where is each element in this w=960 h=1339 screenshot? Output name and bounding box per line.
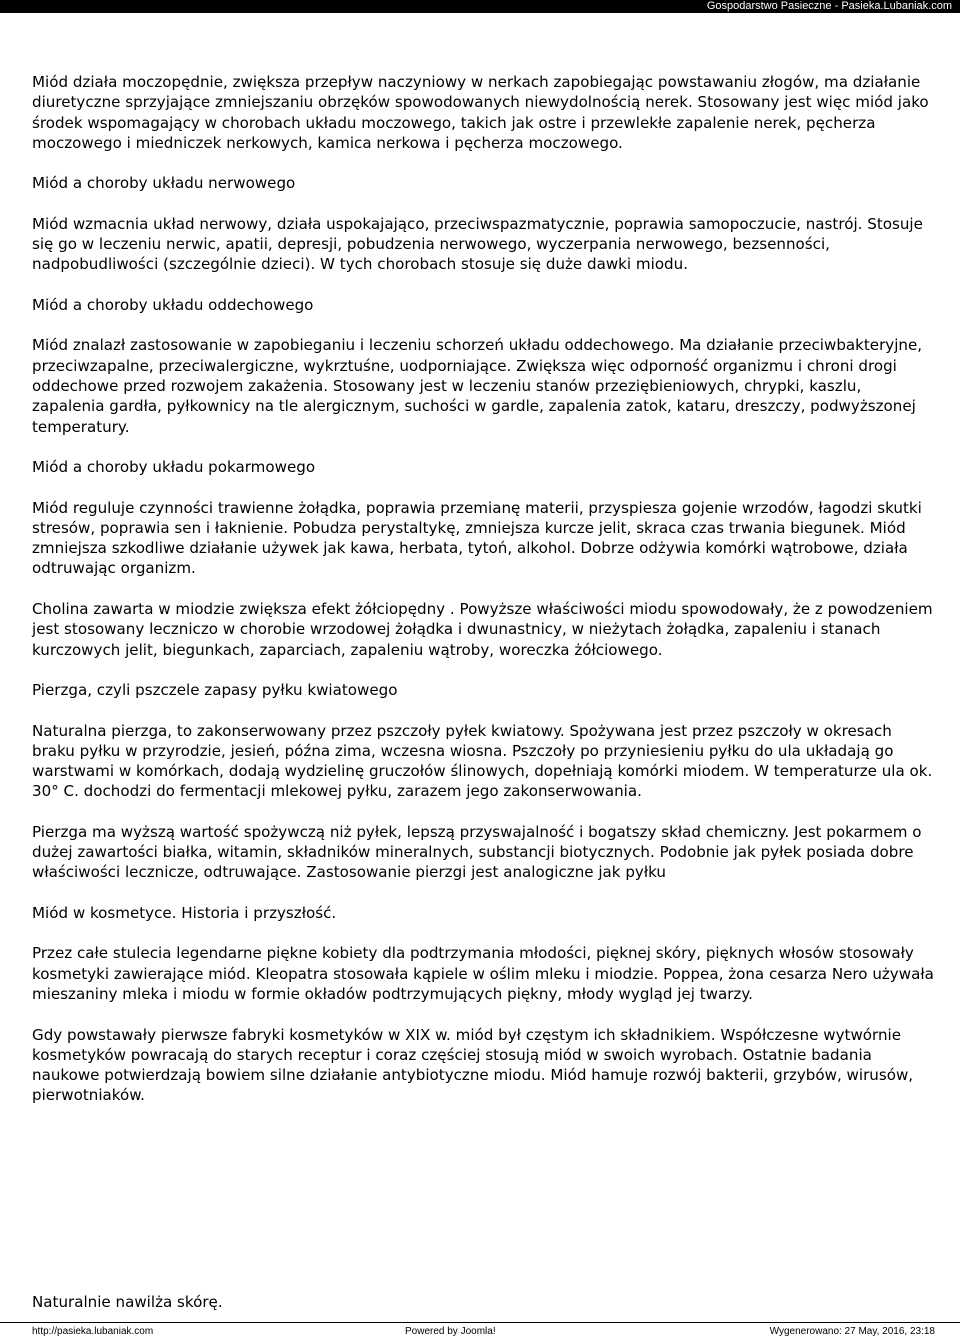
footer-url-link[interactable]: http://pasieka.lubaniak.com	[32, 1326, 154, 1337]
section-heading: Miód a choroby układu oddechowego	[32, 295, 314, 314]
final-line: Naturalnie nawilża skórę.	[32, 1293, 223, 1311]
section-heading: Pierzga, czyli pszczele zapasy pyłku kwiatowego	[32, 681, 398, 700]
paragraph: Przez całe stulecia legendarne piękne kobiety dla podtrzymania młodości, pięknej skóry, pięknych włosów stosowały kosmetyki zawierające miód. Kleopatra stosowała kąpiele w oślim mleku i miodzie. Poppea, żona cesarza Nero używała mieszaniny mleka i miodu w formie okładów podtrzymujących piękny, młody wygląd jej twarzy.	[32, 944, 934, 1004]
footer	[0, 1322, 960, 1339]
paragraph: Miód wzmacnia układ nerwowy, działa uspokajająco, przeciwspazmatycznie, poprawia samopoczucie, nastrój. Stosuje się go w leczeniu nerwic, apatii, depresji, pobudzenia nerwowego, wyczerpania nerwowego, bezsenności, nadpobudliwości (szczególnie dzieci). W tych chorobach stosuje się duże dawki miodu.	[32, 214, 923, 274]
paragraph: Cholina zawarta w miodzie zwiększa efekt żółciopędny . Powyższe właściwości miodu spowodowały, że z powodzeniem jest stosowany leczniczo w chorobie wrzodowej żołądka i dwunastnicy, w nieżytach żołądka, zapaleniu i stanach kurczowych jelit, biegunkach, zaparciach, zapaleniu wątroby, woreczka żółciowego.	[32, 599, 933, 659]
section-heading: Miód a choroby układu nerwowego	[32, 174, 296, 193]
paragraph: Miód znalazł zastosowanie w zapobieganiu i leczeniu schorzeń układu oddechowego. Ma działanie przeciwbakteryjne, przeciwzapalne, przeciwalergiczne, wykrztuśne, uodporniające. Zwiększa więc odporność organizmu i chroni drogi oddechowe przed rozwojem zakażenia. Stosowany jest w leczeniu stanów przeziębieniowych, chrypki, kaszlu, zapalenia gardła, pyłkownicy na tle alergicznym, suchości w gardle, zapalenia zatok, kataru, dreszczy, podwyższonej temperatury.	[32, 336, 923, 436]
footer-powered-by: Powered by Joomla!	[405, 1326, 496, 1337]
paragraph: Miód reguluje czynności trawienne żołądka, poprawia przemianę materii, przyspiesza gojenie wrzodów, łagodzi skutki stresów, poprawia sen i łaknienie. Pobudza perystaltykę, zmniejsza kurcze jelit, skraca czas trwania biegunek. Miód zmniejsza szkodliwe działanie używek jak kawa, herbata, tytoń, alkohol. Dobrze odżywia komórki wątrobowe, działa odtruwając organizm.	[32, 498, 922, 578]
paragraph: Gdy powstawały pierwsze fabryki kosmetyków w XIX w. miód był częstym ich składnikiem. Współczesne wytwórnie kosmetyków powracają do starych receptur i coraz częściej stosują miód w swoich wyrobach. Ostatnie badania naukowe potwierdzają bowiem silne działanie antybiotyczne miodu. Miód hamuje rozwój bakterii, grzybów, wirusów, pierwotniaków.	[32, 1025, 914, 1105]
header-bar	[0, 0, 960, 13]
section-heading: Miód w kosmetyce. Historia i przyszłość.	[32, 903, 337, 922]
section-heading: Miód a choroby układu pokarmowego	[32, 458, 316, 477]
paragraph: Miód działa moczopędnie, zwiększa przepływ naczyniowy w nerkach zapobiegając powstawaniu złogów, ma działanie diuretyczne sprzyjające zmniejszaniu obrzęków spowodowanych niewydolnością nerek. Stosowany jest więc miód jako środek wspomagający w chorobach układu moczowego, takich jak ostre i przewlekłe zapalenie nerek, pęcherza moczowego i miedniczek nerkowych, kamica nerkowa i pęcherza moczowego.	[32, 73, 929, 152]
paragraph: Pierzga ma wyższą wartość spożywczą niż pyłek, lepszą przyswajalność i bogatszy skład chemiczny. Jest pokarmem o dużej zawartości białka, witamin, składników mineralnych, substancji biotycznych. Podobnie jak pyłek posiada dobre właściwości lecznicze, odtruwające. Zastosowanie pierzgi jest analogiczne jak pyłku	[32, 822, 922, 882]
article-body	[32, 72, 936, 1126]
site-title: Gospodarstwo Pasieczne - Pasieka.Lubaniak.com	[706, 0, 952, 12]
paragraph: Naturalna pierzga, to zakonserwowany przez pszczoły pyłek kwiatowy. Spożywana jest przez pszczoły w okresach braku pyłku w przyrodzie, jesień, późna zima, wczesna wiosna. Pszczoły po przyniesieniu pyłku do ula układają go warstwami w komórkach, dodają wydzielinę gruczołów ślinowych, dopełniają komórki miodem. W temperaturze ula ok. 30° C. dochodzi do fermentacji mlekowej pyłku, zarazem jego zakonserwowania.	[32, 721, 933, 801]
footer-generated-date: Wygenerowano: 27 May, 2016, 23:18	[769, 1326, 935, 1337]
